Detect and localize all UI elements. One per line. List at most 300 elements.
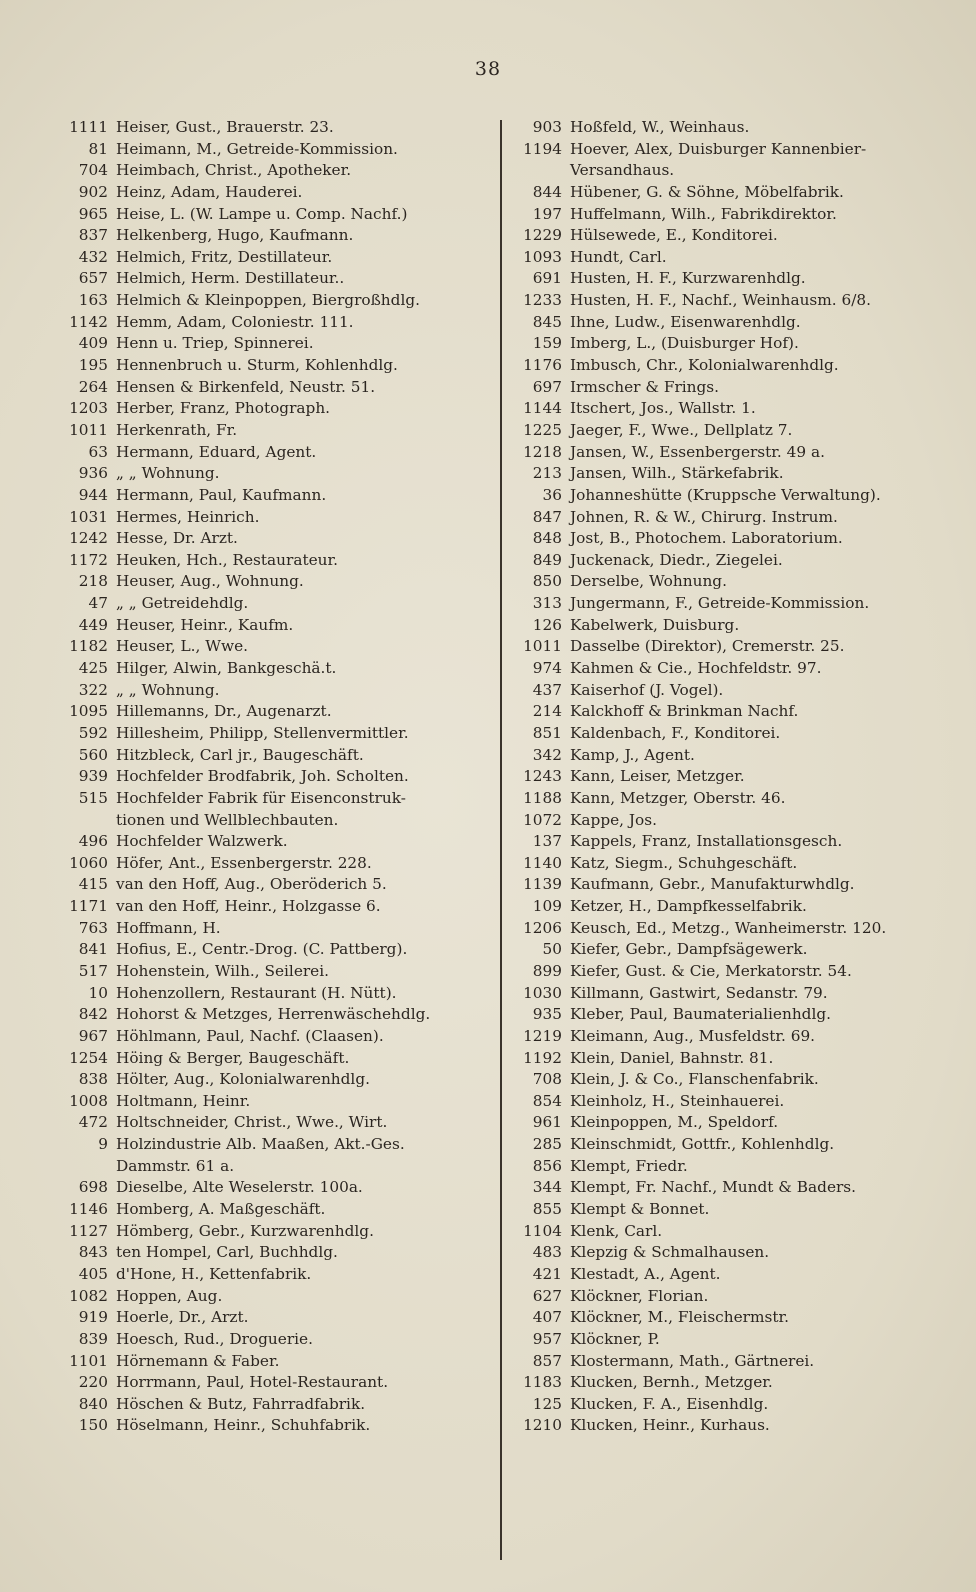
directory-entry [40, 377, 510, 399]
entry-text: Jansen, Wilh., Stärkefabrik. [570, 464, 784, 483]
entry-number: 967 [78, 1026, 108, 1045]
directory-entry [40, 571, 510, 593]
entry-text: Klenk, Carl. [570, 1221, 663, 1240]
directory-entry [506, 1156, 964, 1178]
entry-number: 627 [532, 1286, 562, 1305]
entry-text: Ihne, Ludw., Eisenwarenhdlg. [570, 312, 801, 331]
entry-number: 840 [78, 1394, 108, 1413]
directory-entry [506, 1091, 964, 1113]
entry-text: Kaldenbach, F., Konditorei. [570, 723, 781, 742]
entry-number: 1176 [523, 356, 562, 375]
directory-entry [40, 117, 510, 139]
entry-text: Hoever, Alex, Duisburger Kannenbier- [570, 139, 867, 158]
directory-entry [506, 1415, 964, 1437]
entry-number: 432 [78, 247, 108, 266]
entry-number: 1188 [523, 788, 562, 807]
entry-number: 1140 [523, 853, 562, 872]
entry-number: 1229 [523, 226, 562, 245]
entry-number: 1254 [69, 1048, 108, 1067]
entry-number: 483 [532, 1243, 562, 1262]
directory-entry [40, 1242, 510, 1264]
directory-entry [506, 1286, 964, 1308]
entry-number: 845 [532, 312, 562, 331]
entry-number: 1127 [69, 1221, 108, 1240]
directory-entry [40, 1286, 510, 1308]
entry-text: Jansen, W., Essenbergerstr. 49 a. [570, 442, 825, 461]
entry-number: 854 [532, 1091, 562, 1110]
entry-number: 1142 [69, 312, 108, 331]
directory-entry [40, 1004, 510, 1026]
directory-entry [40, 961, 510, 983]
directory-entry [506, 528, 964, 550]
entry-number: 919 [78, 1308, 108, 1327]
entry-number: 1206 [523, 918, 562, 937]
entry-number: 10 [88, 983, 108, 1002]
entry-number: 691 [532, 269, 562, 288]
entry-text: Derselbe, Wohnung. [570, 572, 727, 591]
entry-text: Kamp, J., Agent. [570, 745, 695, 764]
directory-entry [40, 636, 510, 658]
directory-entry [40, 1112, 510, 1134]
entry-number: 1093 [523, 247, 562, 266]
directory-entry [40, 507, 510, 529]
entry-number: 592 [78, 723, 108, 742]
entry-number: 36 [542, 485, 562, 504]
entry-text: Heuser, L., Wwe. [116, 637, 248, 656]
directory-entry [506, 442, 964, 464]
entry-number: 1008 [69, 1091, 108, 1110]
directory-entry [506, 1307, 964, 1329]
directory-entry [506, 182, 964, 204]
entry-number: 313 [532, 594, 562, 613]
entry-number: 515 [78, 788, 108, 807]
directory-entry [40, 983, 510, 1005]
directory-entry [506, 853, 964, 875]
directory-entry [40, 939, 510, 961]
entry-text: Klöckner, P. [570, 1329, 660, 1348]
directory-entry [40, 1048, 510, 1070]
directory-entry [506, 377, 964, 399]
entry-number: 125 [532, 1394, 562, 1413]
entry-text: Kleinschmidt, Gottfr., Kohlenhdlg. [570, 1135, 835, 1154]
entry-text: Hesse, Dr. Arzt. [116, 529, 238, 548]
directory-entry [506, 983, 964, 1005]
directory-entry [506, 333, 964, 355]
entry-number: 843 [78, 1243, 108, 1262]
entry-text: Klempt, Fr. Nachf., Mundt & Baders. [570, 1178, 857, 1197]
directory-entry [40, 485, 510, 507]
entry-number: 342 [532, 745, 562, 764]
entry-number: 425 [78, 659, 108, 678]
entry-text: Helmich & Kleinpoppen, Biergroßhdlg. [116, 291, 420, 310]
entry-number: 407 [532, 1308, 562, 1327]
entry-number: 1146 [69, 1200, 108, 1219]
entry-text: Itschert, Jos., Wallstr. 1. [570, 399, 756, 418]
directory-entry [506, 1242, 964, 1264]
entry-text: Höhlmann, Paul, Nachf. (Claasen). [116, 1026, 384, 1045]
entry-text: Hölter, Aug., Kolonialwarenhdlg. [116, 1070, 370, 1089]
directory-entry [40, 701, 510, 723]
directory-entry [506, 290, 964, 312]
entry-text: Höfer, Ant., Essenbergerstr. 228. [116, 853, 372, 872]
entry-number: 81 [88, 139, 108, 158]
entry-number: 961 [532, 1113, 562, 1132]
entry-text: Kleinpoppen, M., Speldorf. [570, 1113, 779, 1132]
entry-text: Klempt & Bonnet. [570, 1200, 710, 1219]
entry-text: Versandhaus. [570, 161, 675, 180]
entry-number: 939 [78, 767, 108, 786]
directory-entry [506, 1372, 964, 1394]
entry-text: Hillesheim, Philipp, Stellenvermittler. [116, 723, 409, 742]
entry-text: Imberg, L., (Duisburger Hof). [570, 334, 799, 353]
directory-entry [40, 1199, 510, 1221]
entry-text: Hillemanns, Dr., Augenarzt. [116, 702, 332, 721]
directory-entry-continuation [40, 810, 510, 832]
entry-text: Dammstr. 61 a. [116, 1156, 235, 1175]
entry-text: Hitzbleck, Carl jr., Baugeschäft. [116, 745, 364, 764]
entry-text: Hensen & Birkenfeld, Neustr. 51. [116, 377, 376, 396]
directory-entry [506, 268, 964, 290]
entry-number: 1011 [523, 637, 562, 656]
directory-entry [506, 117, 964, 139]
entry-text: van den Hoff, Heinr., Holzgasse 6. [116, 897, 381, 916]
entry-number: 1172 [69, 550, 108, 569]
directory-entry [40, 333, 510, 355]
directory-entry [40, 139, 510, 161]
directory-entry [506, 745, 964, 767]
directory-entry [40, 1069, 510, 1091]
directory-entry [506, 1069, 964, 1091]
entry-text: Kleimann, Aug., Musfeldstr. 69. [570, 1026, 816, 1045]
entry-text: tionen und Wellblechbauten. [116, 810, 339, 829]
directory-entry [40, 312, 510, 334]
entry-text: Homberg, A. Maßgeschäft. [116, 1200, 326, 1219]
directory-entry [40, 1307, 510, 1329]
entry-number: 472 [78, 1113, 108, 1132]
entry-number: 1031 [69, 507, 108, 526]
entry-number: 1171 [69, 897, 108, 916]
entry-text: Klein, J. & Co., Flanschenfabrik. [570, 1070, 819, 1089]
entry-text: Kleber, Paul, Baumaterialienhdlg. [570, 1005, 832, 1024]
entry-number: 856 [532, 1156, 562, 1175]
entry-text: Hochfelder Walzwerk. [116, 832, 288, 851]
entry-text: Hömberg, Gebr., Kurzwarenhdlg. [116, 1221, 374, 1240]
entry-text: Klestadt, A., Agent. [570, 1264, 721, 1283]
directory-entry [40, 1264, 510, 1286]
entry-number: 220 [78, 1373, 108, 1392]
entry-text: Klucken, Heinr., Kurhaus. [570, 1416, 770, 1435]
entry-number: 344 [532, 1178, 562, 1197]
directory-entry [40, 182, 510, 204]
entry-number: 1101 [69, 1351, 108, 1370]
directory-entry [506, 701, 964, 723]
entry-number: 902 [78, 182, 108, 201]
directory-entry [506, 961, 964, 983]
directory-entry [40, 745, 510, 767]
entry-text: Juckenack, Diedr., Ziegelei. [570, 550, 783, 569]
entry-text: Hohenzollern, Restaurant (H. Nütt). [116, 983, 397, 1002]
entry-text: Herkenrath, Fr. [116, 420, 238, 439]
entry-number: 899 [532, 961, 562, 980]
entry-text: Hennenbruch u. Sturm, Kohlenhdlg. [116, 356, 398, 375]
entry-number: 936 [78, 464, 108, 483]
entry-number: 1233 [523, 291, 562, 310]
entry-text: Hörnemann & Faber. [116, 1351, 280, 1370]
entry-text: Hermann, Paul, Kaufmann. [116, 485, 327, 504]
directory-entry [40, 1091, 510, 1113]
directory-entry [506, 1264, 964, 1286]
entry-text: Hermes, Heinrich. [116, 507, 260, 526]
directory-entry [506, 680, 964, 702]
entry-number: 1219 [523, 1026, 562, 1045]
directory-entry [506, 485, 964, 507]
entry-number: 213 [532, 464, 562, 483]
entry-text: Klein, Daniel, Bahnstr. 81. [570, 1048, 774, 1067]
entry-text: Klöckner, M., Fleischermstr. [570, 1308, 789, 1327]
directory-entry [40, 290, 510, 312]
entry-text: Klostermann, Math., Gärtnerei. [570, 1351, 815, 1370]
entry-text: Killmann, Gastwirt, Sedanstr. 79. [570, 983, 828, 1002]
entry-number: 844 [532, 182, 562, 201]
entry-text: Imbusch, Chr., Kolonialwarenhdlg. [570, 356, 839, 375]
directory-entry [506, 1394, 964, 1416]
entry-number: 849 [532, 550, 562, 569]
entry-number: 1194 [523, 139, 562, 158]
entry-text: Kaiserhof (J. Vogel). [570, 680, 724, 699]
entry-text: Kalckhoff & Brinkman Nachf. [570, 702, 799, 721]
directory-entry [506, 139, 964, 161]
directory-entry [40, 160, 510, 182]
entry-text: Holtmann, Heinr. [116, 1091, 251, 1110]
directory-entry [40, 658, 510, 680]
directory-entry [40, 874, 510, 896]
directory-entry [506, 1199, 964, 1221]
entry-text: Kann, Leiser, Metzger. [570, 767, 745, 786]
entry-number: 405 [78, 1264, 108, 1283]
directory-entry [506, 1112, 964, 1134]
entry-text: Henn u. Triep, Spinnerei. [116, 334, 314, 353]
directory-entry [40, 1329, 510, 1351]
directory-entry [40, 225, 510, 247]
directory-entry-continuation [40, 1156, 510, 1178]
directory-entry [506, 1134, 964, 1156]
entry-number: 1242 [69, 529, 108, 548]
entry-text: Heise, L. (W. Lampe u. Comp. Nachf.) [116, 204, 408, 223]
directory-entry [40, 853, 510, 875]
entry-number: 838 [78, 1070, 108, 1089]
directory-entry [506, 247, 964, 269]
entry-text: Heinz, Adam, Hauderei. [116, 182, 303, 201]
directory-entry [506, 788, 964, 810]
entry-number: 163 [78, 291, 108, 310]
entry-text: Klempt, Friedr. [570, 1156, 688, 1175]
entry-text: Horrmann, Paul, Hotel-Restaurant. [116, 1373, 389, 1392]
entry-number: 1203 [69, 399, 108, 418]
directory-entry [40, 1221, 510, 1243]
directory-entry [40, 355, 510, 377]
directory-entry [40, 528, 510, 550]
entry-number: 159 [532, 334, 562, 353]
entry-number: 449 [78, 615, 108, 634]
entry-text: Klöckner, Florian. [570, 1286, 709, 1305]
entry-number: 47 [88, 594, 108, 613]
entry-number: 657 [78, 269, 108, 288]
entry-number: 851 [532, 723, 562, 742]
entry-text: Kappels, Franz, Installationsgesch. [570, 832, 843, 851]
entry-text: „ „ Wohnung. [116, 680, 220, 699]
entry-number: 560 [78, 745, 108, 764]
entry-number: 698 [78, 1178, 108, 1197]
directory-entry [506, 463, 964, 485]
directory-entry [40, 463, 510, 485]
entry-text: Katz, Siegm., Schuhgeschäft. [570, 853, 798, 872]
entry-number: 1183 [523, 1373, 562, 1392]
directory-entry [40, 550, 510, 572]
entry-text: Heuser, Heinr., Kaufm. [116, 615, 294, 634]
directory-entry [506, 507, 964, 529]
entry-text: Dieselbe, Alte Weselerstr. 100a. [116, 1178, 363, 1197]
entry-text: Höing & Berger, Baugeschäft. [116, 1048, 350, 1067]
entry-number: 1225 [523, 420, 562, 439]
entry-text: Kiefer, Gebr., Dampfsägewerk. [570, 940, 808, 959]
directory-entry [506, 571, 964, 593]
entry-number: 697 [532, 377, 562, 396]
directory-entry [506, 204, 964, 226]
entry-text: Höschen & Butz, Fahrradfabrik. [116, 1394, 366, 1413]
entry-text: Keusch, Ed., Metzg., Wanheimerstr. 120. [570, 918, 887, 937]
entry-text: Holzindustrie Alb. Maaßen, Akt.-Ges. [116, 1135, 405, 1154]
entry-text: Heuser, Aug., Wohnung. [116, 572, 304, 591]
entry-number: 903 [532, 118, 562, 136]
directory-entry [40, 1372, 510, 1394]
directory-entry [40, 268, 510, 290]
directory-entry [506, 1004, 964, 1026]
entry-text: van den Hoff, Aug., Oberöderich 5. [116, 875, 387, 894]
entry-text: Klucken, Bernh., Metzger. [570, 1373, 773, 1392]
entry-number: 1060 [69, 853, 108, 872]
entry-text: Heiser, Gust., Brauerstr. 23. [116, 118, 334, 136]
entry-text: Johnen, R. & W., Chirurg. Instrum. [570, 507, 838, 526]
directory-entry [40, 398, 510, 420]
entry-text: Husten, H. F., Nachf., Weinhausm. 6/8. [570, 291, 871, 310]
entry-text: Johanneshütte (Kruppsche Verwaltung). [570, 485, 881, 504]
entry-number: 496 [78, 832, 108, 851]
directory-entry [40, 593, 510, 615]
entry-number: 855 [532, 1200, 562, 1219]
entry-number: 9 [98, 1135, 108, 1154]
entry-number: 1011 [69, 420, 108, 439]
directory-entry [40, 766, 510, 788]
entry-number: 841 [78, 940, 108, 959]
entry-text: d'Hone, H., Kettenfabrik. [116, 1264, 312, 1283]
directory-entry [40, 204, 510, 226]
entry-number: 1144 [523, 399, 562, 418]
entry-number: 1192 [523, 1048, 562, 1067]
entry-text: „ „ Getreidehdlg. [116, 594, 249, 613]
entry-number: 848 [532, 529, 562, 548]
entry-number: 1072 [523, 810, 562, 829]
entry-number: 1082 [69, 1286, 108, 1305]
entry-number: 214 [532, 702, 562, 721]
entry-text: Kabelwerk, Duisburg. [570, 615, 740, 634]
directory-entry [40, 1394, 510, 1416]
directory-entry [506, 723, 964, 745]
entry-number: 935 [532, 1005, 562, 1024]
entry-number: 109 [532, 897, 562, 916]
directory-entry [40, 723, 510, 745]
directory-entry [40, 918, 510, 940]
directory-entry [506, 225, 964, 247]
left-column [40, 117, 510, 1437]
entry-text: Hohenstein, Wilh., Seilerei. [116, 961, 329, 980]
entry-number: 974 [532, 659, 562, 678]
entry-number: 409 [78, 334, 108, 353]
directory-entry [506, 831, 964, 853]
entry-text: Hoffmann, H. [116, 918, 221, 937]
entry-text: Holtschneider, Christ., Wwe., Wirt. [116, 1113, 388, 1132]
entry-text: Heimann, M., Getreide-Kommission. [116, 139, 398, 158]
entry-text: Herber, Franz, Photograph. [116, 399, 331, 418]
entry-number: 197 [532, 204, 562, 223]
entry-number: 965 [78, 204, 108, 223]
entry-text: Klucken, F. A., Eisenhdlg. [570, 1394, 769, 1413]
entry-text: Jaeger, F., Wwe., Dellplatz 7. [570, 420, 793, 439]
directory-entry [506, 636, 964, 658]
entry-text: Hübener, G. & Söhne, Möbelfabrik. [570, 182, 844, 201]
directory-entry [506, 355, 964, 377]
entry-text: Hochfelder Fabrik für Eisenconstruk- [116, 788, 406, 807]
directory-entry [506, 593, 964, 615]
directory-entry [506, 1177, 964, 1199]
entry-text: Hundt, Carl. [570, 247, 667, 266]
entry-text: Hochfelder Brodfabrik, Joh. Scholten. [116, 767, 409, 786]
entry-text: Hoßfeld, W., Weinhaus. [570, 118, 750, 136]
directory-entry [40, 896, 510, 918]
entry-number: 1243 [523, 767, 562, 786]
directory-entry [40, 680, 510, 702]
entry-text: Hülsewede, E., Konditorei. [570, 226, 778, 245]
directory-entry [506, 810, 964, 832]
directory-entry [506, 1048, 964, 1070]
entry-number: 837 [78, 226, 108, 245]
entry-number: 517 [78, 961, 108, 980]
directory-entry [506, 1351, 964, 1373]
directory-entry [506, 658, 964, 680]
directory-entry [506, 615, 964, 637]
entry-number: 285 [532, 1135, 562, 1154]
entry-text: Ketzer, H., Dampfkesselfabrik. [570, 897, 807, 916]
entry-number: 264 [78, 377, 108, 396]
entry-number: 763 [78, 918, 108, 937]
entry-text: Heuken, Hch., Restaurateur. [116, 550, 339, 569]
entry-text: Jost, B., Photochem. Laboratorium. [570, 529, 843, 548]
entry-text: „ „ Wohnung. [116, 464, 220, 483]
entry-number: 847 [532, 507, 562, 526]
directory-entry [506, 766, 964, 788]
entry-number: 137 [532, 832, 562, 851]
entry-text: Heimbach, Christ., Apotheker. [116, 161, 352, 180]
right-column [506, 117, 964, 1437]
entry-number: 1111 [69, 118, 108, 136]
directory-entry [40, 247, 510, 269]
entry-text: Kiefer, Gust. & Cie, Merkatorstr. 54. [570, 961, 852, 980]
entry-number: 1095 [69, 702, 108, 721]
entry-text: Hoesch, Rud., Droguerie. [116, 1329, 313, 1348]
entry-number: 322 [78, 680, 108, 699]
entry-number: 421 [532, 1264, 562, 1283]
entry-number: 126 [532, 615, 562, 634]
directory-entry-continuation [506, 160, 964, 182]
